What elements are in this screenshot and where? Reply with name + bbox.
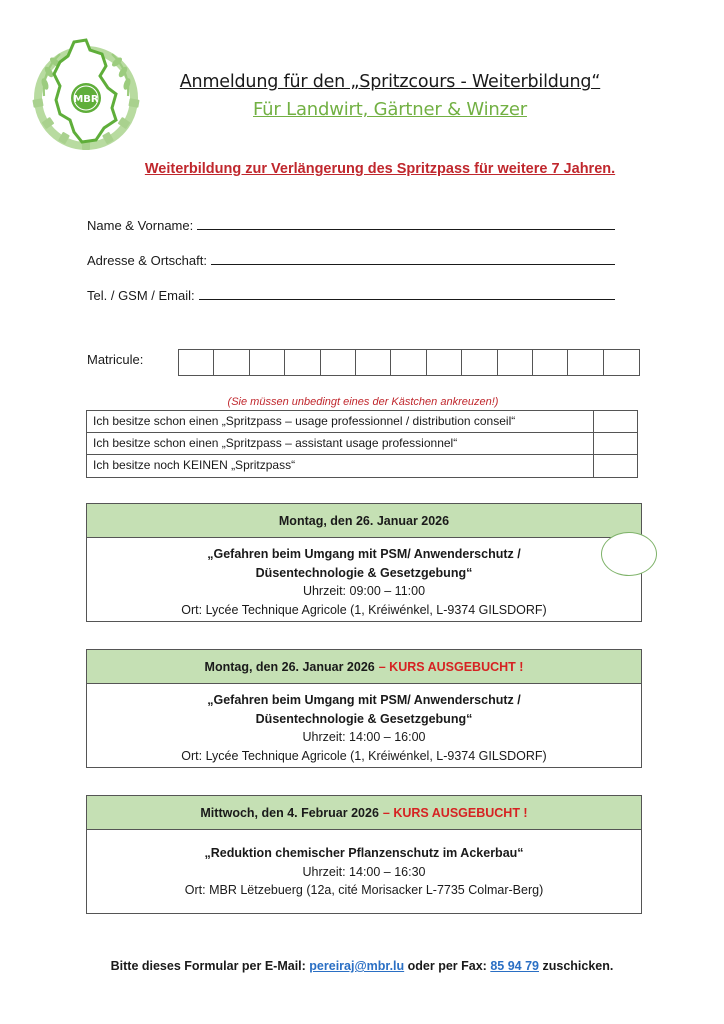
course-date: Montag, den 26. Januar 2026 xyxy=(278,513,450,528)
matricule-label: Matricule: xyxy=(87,352,144,367)
course-body xyxy=(87,538,641,621)
matricule-cell[interactable] xyxy=(321,350,356,375)
option-row xyxy=(87,411,637,433)
course-title: „Reduktion chemischer Pflanzenschutz im Ackerbau“ xyxy=(204,846,524,860)
svg-text:MBR: MBR xyxy=(73,94,99,105)
matricule-cell[interactable] xyxy=(427,350,462,375)
matricule-cell[interactable] xyxy=(214,350,249,375)
course-booked-badge: – KURS AUSGEBUCHT ! xyxy=(382,805,528,820)
course-location: Ort: Lycée Technique Agricole (1, Kréiwénkel, L-9374 GILSDORF) xyxy=(181,602,547,617)
matricule-cell[interactable] xyxy=(568,350,603,375)
matricule-cell[interactable] xyxy=(462,350,497,375)
email-link[interactable]: pereiraj@mbr.lu xyxy=(309,959,405,973)
footer-prefix: Bitte dieses Formular per E-Mail: xyxy=(110,959,306,973)
contact-input-line[interactable] xyxy=(199,299,615,300)
option-row xyxy=(87,455,637,477)
course-title: „Gefahren beim Umgang mit PSM/ Anwenderschutz / xyxy=(207,547,521,561)
course-location: Ort: Lycée Technique Agricole (1, Kréiwénkel, L-9374 GILSDORF) xyxy=(181,748,547,763)
course-booked-badge: – KURS AUSGEBUCHT ! xyxy=(378,659,524,674)
contact-field-label: Tel. / GSM / Email: xyxy=(87,288,195,303)
course-title-cont: Düsentechnologie & Gesetzgebung“ xyxy=(255,711,473,726)
course-body xyxy=(87,830,641,913)
matricule-cell[interactable] xyxy=(498,350,533,375)
mbr-logo xyxy=(30,36,142,152)
course-header xyxy=(87,650,641,684)
course-card xyxy=(86,503,642,622)
course-location: Ort: MBR Lëtzebuerg (12a, cité Morisacker L-7735 Colmar-Berg) xyxy=(184,883,544,897)
course-time: Uhrzeit: 14:00 – 16:00 xyxy=(302,730,426,744)
option-row xyxy=(87,433,637,455)
mbr-logo-graphic xyxy=(30,36,142,152)
address-field[interactable] xyxy=(87,253,615,268)
course-time: Uhrzeit: 09:00 – 11:00 xyxy=(302,584,426,598)
option-checkbox[interactable] xyxy=(594,433,637,454)
course-time: Uhrzeit: 14:00 – 16:30 xyxy=(302,864,426,879)
course-card xyxy=(86,795,642,914)
contact-field[interactable] xyxy=(87,288,615,303)
spritzpass-options-table xyxy=(86,410,638,478)
option-label: Ich besitze noch KEINEN „Spritzpass“ xyxy=(87,455,594,477)
course-header xyxy=(87,796,641,830)
options-hint: (Sie müssen unbedingt eines der Kästchen ankreuzen!) xyxy=(227,396,499,408)
page-title: Anmeldung für den „Spritzcours - Weiterbildung“ xyxy=(179,72,601,92)
fax-link[interactable]: 85 94 79 xyxy=(490,959,539,973)
name-field-label: Name & Vorname: xyxy=(87,218,194,233)
course-title-cont: Düsentechnologie & Gesetzgebung“ xyxy=(255,565,473,580)
option-label: Ich besitze schon einen „Spritzpass – usage professionnel / distribution conseil“ xyxy=(87,411,594,432)
course-title: „Gefahren beim Umgang mit PSM/ Anwenderschutz / xyxy=(207,693,521,707)
footer-instructions xyxy=(60,959,664,973)
matricule-boxes xyxy=(178,349,640,376)
course-date: Montag, den 26. Januar 2026 xyxy=(204,659,375,674)
notice-heading: Weiterbildung zur Verlängerung des Spritzpass für weitere 7 Jahren. xyxy=(144,161,616,177)
option-checkbox[interactable] xyxy=(594,411,637,432)
option-checkbox[interactable] xyxy=(594,455,637,477)
address-field-label: Adresse & Ortschaft: xyxy=(87,253,207,268)
matricule-cell[interactable] xyxy=(285,350,320,375)
course-date: Mittwoch, den 4. Februar 2026 xyxy=(200,805,379,820)
matricule-cell[interactable] xyxy=(604,350,639,375)
matricule-cell[interactable] xyxy=(533,350,568,375)
matricule-cell[interactable] xyxy=(250,350,285,375)
address-input-line[interactable] xyxy=(211,264,615,265)
option-label: Ich besitze schon einen „Spritzpass – assistant usage professionnel“ xyxy=(87,433,594,454)
course-select-circle[interactable] xyxy=(601,532,657,576)
course-header xyxy=(87,504,641,538)
matricule-cell[interactable] xyxy=(391,350,426,375)
matricule-cell[interactable] xyxy=(356,350,391,375)
name-field[interactable] xyxy=(87,218,615,233)
matricule-cell[interactable] xyxy=(179,350,214,375)
footer-middle: oder per Fax: xyxy=(407,959,487,973)
course-body xyxy=(87,684,641,767)
page-subtitle: Für Landwirt, Gärtner & Winzer xyxy=(253,99,527,120)
footer-suffix: zuschicken. xyxy=(542,959,614,973)
name-input-line[interactable] xyxy=(197,229,615,230)
course-card xyxy=(86,649,642,768)
